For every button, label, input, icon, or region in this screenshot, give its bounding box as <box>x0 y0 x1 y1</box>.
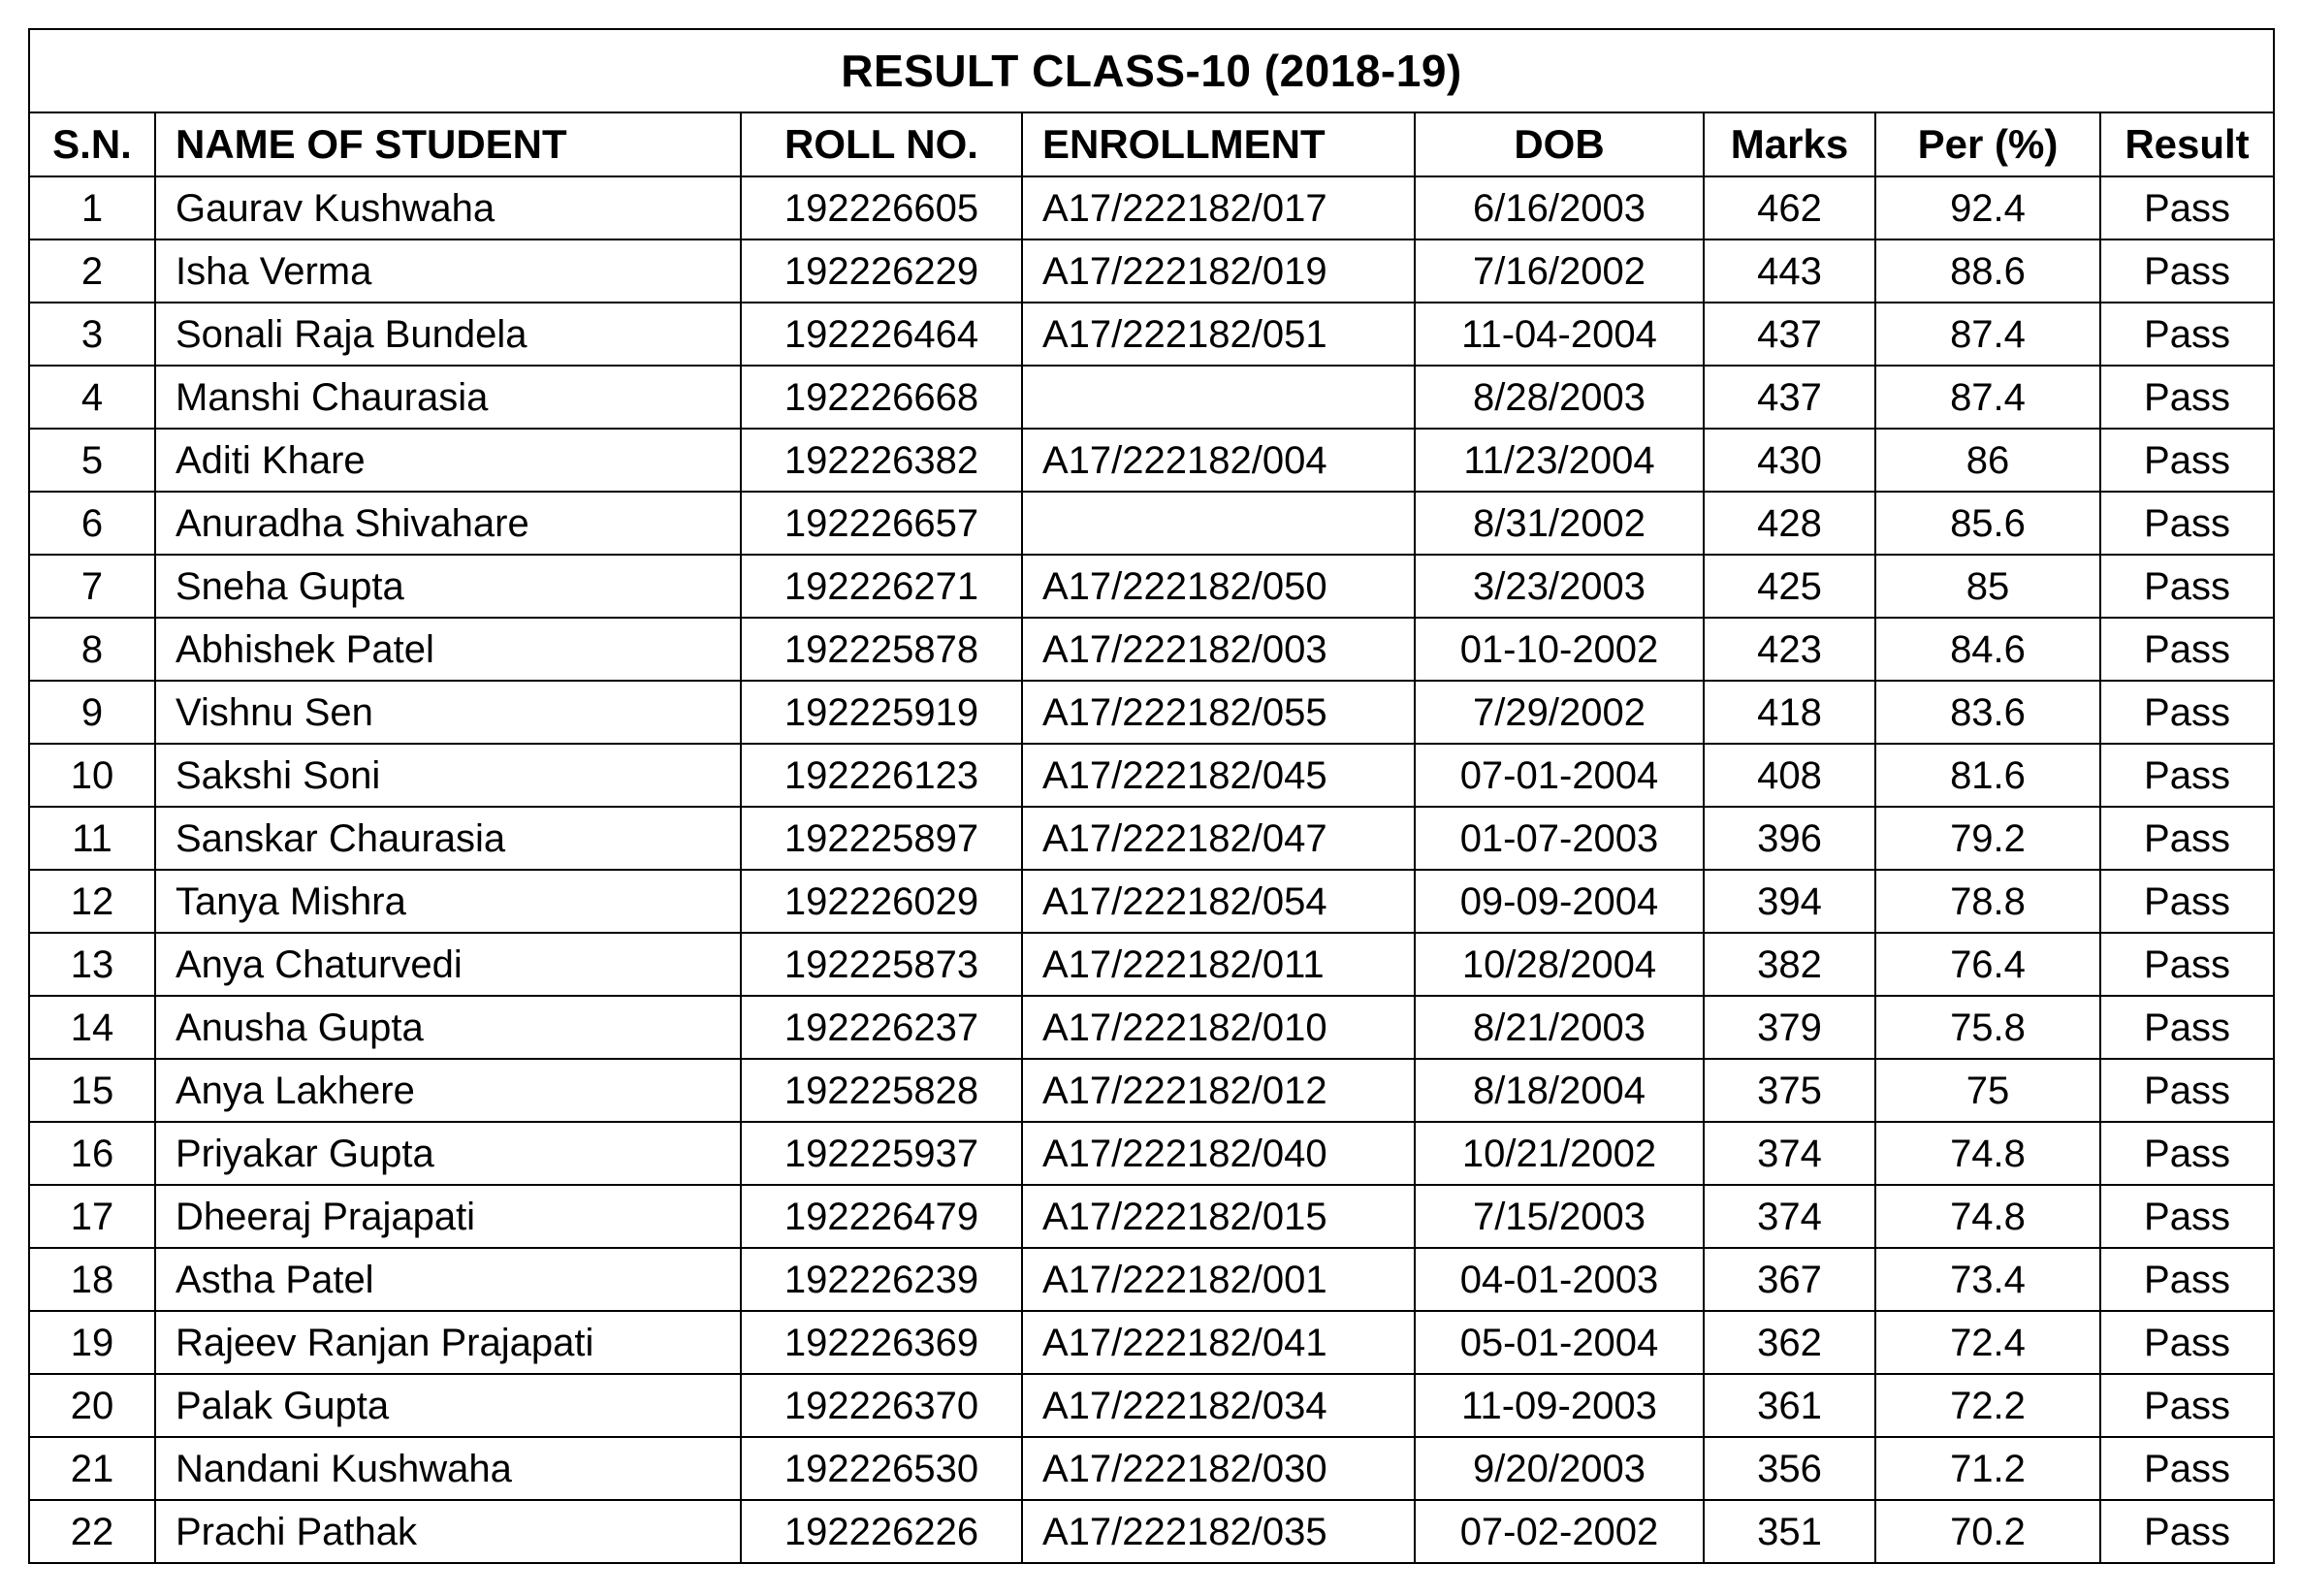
cell-enrollment: A17/222182/050 <box>1022 555 1415 618</box>
cell-marks: 437 <box>1704 366 1875 429</box>
cell-percentage: 73.4 <box>1875 1248 2100 1311</box>
cell-roll-no: 192226464 <box>741 303 1022 366</box>
cell-enrollment: A17/222182/030 <box>1022 1437 1415 1500</box>
cell-enrollment: A17/222182/011 <box>1022 933 1415 996</box>
cell-sn: 17 <box>29 1185 155 1248</box>
cell-sn: 1 <box>29 176 155 239</box>
cell-dob: 01-07-2003 <box>1415 807 1704 870</box>
cell-marks: 374 <box>1704 1185 1875 1248</box>
table-row <box>29 1059 2274 1122</box>
cell-roll-no: 192226370 <box>741 1374 1022 1437</box>
cell-dob: 6/16/2003 <box>1415 176 1704 239</box>
cell-result: Pass <box>2100 1500 2274 1563</box>
cell-sn: 12 <box>29 870 155 933</box>
cell-marks: 425 <box>1704 555 1875 618</box>
cell-dob: 09-09-2004 <box>1415 870 1704 933</box>
cell-result: Pass <box>2100 366 2274 429</box>
cell-roll-no: 192226605 <box>741 176 1022 239</box>
cell-enrollment: A17/222182/015 <box>1022 1185 1415 1248</box>
cell-dob: 11-09-2003 <box>1415 1374 1704 1437</box>
cell-student-name: Sneha Gupta <box>155 555 741 618</box>
table-row <box>29 1185 2274 1248</box>
cell-result: Pass <box>2100 555 2274 618</box>
cell-percentage: 83.6 <box>1875 681 2100 744</box>
cell-percentage: 85 <box>1875 555 2100 618</box>
cell-result: Pass <box>2100 933 2274 996</box>
cell-student-name: Rajeev Ranjan Prajapati <box>155 1311 741 1374</box>
table-row <box>29 996 2274 1059</box>
cell-dob: 10/28/2004 <box>1415 933 1704 996</box>
cell-student-name: Dheeraj Prajapati <box>155 1185 741 1248</box>
cell-dob: 11-04-2004 <box>1415 303 1704 366</box>
cell-student-name: Anusha Gupta <box>155 996 741 1059</box>
table-row <box>29 807 2274 870</box>
cell-sn: 19 <box>29 1311 155 1374</box>
cell-roll-no: 192225873 <box>741 933 1022 996</box>
cell-marks: 408 <box>1704 744 1875 807</box>
cell-dob: 8/21/2003 <box>1415 996 1704 1059</box>
cell-percentage: 74.8 <box>1875 1122 2100 1185</box>
header-marks: Marks <box>1704 112 1875 176</box>
cell-percentage: 87.4 <box>1875 366 2100 429</box>
table-row <box>29 870 2274 933</box>
cell-result: Pass <box>2100 1059 2274 1122</box>
table-row <box>29 303 2274 366</box>
page-title: RESULT CLASS-10 (2018-19) <box>29 29 2274 112</box>
cell-result: Pass <box>2100 492 2274 555</box>
cell-dob: 7/29/2002 <box>1415 681 1704 744</box>
cell-sn: 14 <box>29 996 155 1059</box>
cell-percentage: 88.6 <box>1875 239 2100 303</box>
cell-roll-no: 192225897 <box>741 807 1022 870</box>
result-table <box>28 28 2275 1564</box>
cell-result: Pass <box>2100 870 2274 933</box>
cell-roll-no: 192225878 <box>741 618 1022 681</box>
table-row <box>29 492 2274 555</box>
cell-result: Pass <box>2100 681 2274 744</box>
table-row <box>29 933 2274 996</box>
cell-sn: 13 <box>29 933 155 996</box>
table-body <box>29 176 2274 1563</box>
cell-sn: 18 <box>29 1248 155 1311</box>
cell-result: Pass <box>2100 618 2274 681</box>
cell-result: Pass <box>2100 176 2274 239</box>
cell-enrollment: A17/222182/001 <box>1022 1248 1415 1311</box>
table-row <box>29 429 2274 492</box>
cell-enrollment: A17/222182/003 <box>1022 618 1415 681</box>
cell-percentage: 84.6 <box>1875 618 2100 681</box>
cell-sn: 15 <box>29 1059 155 1122</box>
cell-roll-no: 192226029 <box>741 870 1022 933</box>
cell-marks: 443 <box>1704 239 1875 303</box>
cell-sn: 5 <box>29 429 155 492</box>
cell-marks: 375 <box>1704 1059 1875 1122</box>
cell-marks: 379 <box>1704 996 1875 1059</box>
cell-student-name: Sanskar Chaurasia <box>155 807 741 870</box>
cell-roll-no: 192226237 <box>741 996 1022 1059</box>
cell-result: Pass <box>2100 1185 2274 1248</box>
cell-result: Pass <box>2100 1248 2274 1311</box>
cell-dob: 07-02-2002 <box>1415 1500 1704 1563</box>
cell-enrollment: A17/222182/040 <box>1022 1122 1415 1185</box>
cell-marks: 396 <box>1704 807 1875 870</box>
cell-roll-no: 192225919 <box>741 681 1022 744</box>
cell-enrollment: A17/222182/055 <box>1022 681 1415 744</box>
cell-dob: 7/16/2002 <box>1415 239 1704 303</box>
cell-sn: 11 <box>29 807 155 870</box>
cell-roll-no: 192225937 <box>741 1122 1022 1185</box>
table-row <box>29 1122 2274 1185</box>
cell-dob: 8/31/2002 <box>1415 492 1704 555</box>
cell-percentage: 75.8 <box>1875 996 2100 1059</box>
cell-enrollment: A17/222182/051 <box>1022 303 1415 366</box>
table-row <box>29 1374 2274 1437</box>
table-row <box>29 1500 2274 1563</box>
cell-result: Pass <box>2100 996 2274 1059</box>
cell-marks: 437 <box>1704 303 1875 366</box>
table-row <box>29 1248 2274 1311</box>
cell-roll-no: 192226479 <box>741 1185 1022 1248</box>
cell-student-name: Abhishek Patel <box>155 618 741 681</box>
cell-enrollment: A17/222182/019 <box>1022 239 1415 303</box>
cell-percentage: 76.4 <box>1875 933 2100 996</box>
title-row <box>29 29 2274 112</box>
cell-sn: 20 <box>29 1374 155 1437</box>
cell-roll-no: 192226382 <box>741 429 1022 492</box>
cell-student-name: Priyakar Gupta <box>155 1122 741 1185</box>
cell-sn: 16 <box>29 1122 155 1185</box>
cell-enrollment <box>1022 366 1415 429</box>
table-row <box>29 1311 2274 1374</box>
cell-student-name: Prachi Pathak <box>155 1500 741 1563</box>
cell-enrollment: A17/222182/041 <box>1022 1311 1415 1374</box>
cell-result: Pass <box>2100 1374 2274 1437</box>
cell-sn: 10 <box>29 744 155 807</box>
table-row <box>29 1437 2274 1500</box>
cell-sn: 2 <box>29 239 155 303</box>
cell-percentage: 79.2 <box>1875 807 2100 870</box>
cell-student-name: Anya Chaturvedi <box>155 933 741 996</box>
cell-roll-no: 192226239 <box>741 1248 1022 1311</box>
cell-roll-no: 192226668 <box>741 366 1022 429</box>
table-row <box>29 744 2274 807</box>
cell-student-name: Nandani Kushwaha <box>155 1437 741 1500</box>
cell-enrollment: A17/222182/012 <box>1022 1059 1415 1122</box>
cell-dob: 3/23/2003 <box>1415 555 1704 618</box>
cell-percentage: 75 <box>1875 1059 2100 1122</box>
cell-result: Pass <box>2100 429 2274 492</box>
cell-sn: 22 <box>29 1500 155 1563</box>
cell-roll-no: 192226226 <box>741 1500 1022 1563</box>
cell-marks: 351 <box>1704 1500 1875 1563</box>
cell-enrollment: A17/222182/034 <box>1022 1374 1415 1437</box>
cell-student-name: Sonali Raja Bundela <box>155 303 741 366</box>
cell-student-name: Sakshi Soni <box>155 744 741 807</box>
cell-enrollment: A17/222182/010 <box>1022 996 1415 1059</box>
cell-dob: 07-01-2004 <box>1415 744 1704 807</box>
cell-percentage: 71.2 <box>1875 1437 2100 1500</box>
cell-percentage: 78.8 <box>1875 870 2100 933</box>
table-row <box>29 176 2274 239</box>
cell-enrollment: A17/222182/045 <box>1022 744 1415 807</box>
cell-percentage: 72.4 <box>1875 1311 2100 1374</box>
cell-roll-no: 192226369 <box>741 1311 1022 1374</box>
cell-enrollment: A17/222182/035 <box>1022 1500 1415 1563</box>
cell-marks: 423 <box>1704 618 1875 681</box>
cell-percentage: 85.6 <box>1875 492 2100 555</box>
cell-marks: 356 <box>1704 1437 1875 1500</box>
cell-sn: 8 <box>29 618 155 681</box>
cell-marks: 367 <box>1704 1248 1875 1311</box>
cell-marks: 394 <box>1704 870 1875 933</box>
header-dob: DOB <box>1415 112 1704 176</box>
cell-dob: 10/21/2002 <box>1415 1122 1704 1185</box>
cell-roll-no: 192226271 <box>741 555 1022 618</box>
cell-enrollment: A17/222182/047 <box>1022 807 1415 870</box>
table-row <box>29 681 2274 744</box>
cell-sn: 9 <box>29 681 155 744</box>
cell-dob: 8/18/2004 <box>1415 1059 1704 1122</box>
cell-marks: 428 <box>1704 492 1875 555</box>
cell-percentage: 92.4 <box>1875 176 2100 239</box>
header-enrollment: ENROLLMENT <box>1022 112 1415 176</box>
cell-result: Pass <box>2100 303 2274 366</box>
cell-enrollment: A17/222182/054 <box>1022 870 1415 933</box>
cell-dob: 01-10-2002 <box>1415 618 1704 681</box>
cell-dob: 05-01-2004 <box>1415 1311 1704 1374</box>
cell-student-name: Anuradha Shivahare <box>155 492 741 555</box>
cell-percentage: 86 <box>1875 429 2100 492</box>
cell-student-name: Tanya Mishra <box>155 870 741 933</box>
table-row <box>29 239 2274 303</box>
cell-roll-no: 192226229 <box>741 239 1022 303</box>
cell-student-name: Anya Lakhere <box>155 1059 741 1122</box>
cell-result: Pass <box>2100 1122 2274 1185</box>
cell-percentage: 70.2 <box>1875 1500 2100 1563</box>
cell-student-name: Isha Verma <box>155 239 741 303</box>
header-row <box>29 112 2274 176</box>
cell-sn: 21 <box>29 1437 155 1500</box>
cell-percentage: 81.6 <box>1875 744 2100 807</box>
cell-result: Pass <box>2100 807 2274 870</box>
cell-dob: 11/23/2004 <box>1415 429 1704 492</box>
cell-dob: 04-01-2003 <box>1415 1248 1704 1311</box>
cell-result: Pass <box>2100 744 2274 807</box>
cell-marks: 362 <box>1704 1311 1875 1374</box>
header-sn: S.N. <box>29 112 155 176</box>
cell-student-name: Palak Gupta <box>155 1374 741 1437</box>
header-roll: ROLL NO. <box>741 112 1022 176</box>
table-row <box>29 618 2274 681</box>
cell-roll-no: 192226530 <box>741 1437 1022 1500</box>
cell-marks: 374 <box>1704 1122 1875 1185</box>
cell-marks: 418 <box>1704 681 1875 744</box>
cell-percentage: 72.2 <box>1875 1374 2100 1437</box>
cell-roll-no: 192226123 <box>741 744 1022 807</box>
table-row <box>29 366 2274 429</box>
cell-result: Pass <box>2100 1311 2274 1374</box>
cell-result: Pass <box>2100 239 2274 303</box>
cell-student-name: Vishnu Sen <box>155 681 741 744</box>
cell-roll-no: 192225828 <box>741 1059 1022 1122</box>
cell-sn: 4 <box>29 366 155 429</box>
cell-marks: 382 <box>1704 933 1875 996</box>
cell-sn: 3 <box>29 303 155 366</box>
cell-student-name: Astha Patel <box>155 1248 741 1311</box>
cell-marks: 462 <box>1704 176 1875 239</box>
header-name: NAME OF STUDENT <box>155 112 741 176</box>
header-per: Per (%) <box>1875 112 2100 176</box>
cell-student-name: Aditi Khare <box>155 429 741 492</box>
cell-enrollment: A17/222182/004 <box>1022 429 1415 492</box>
cell-sn: 7 <box>29 555 155 618</box>
cell-marks: 361 <box>1704 1374 1875 1437</box>
cell-percentage: 74.8 <box>1875 1185 2100 1248</box>
cell-enrollment <box>1022 492 1415 555</box>
header-result: Result <box>2100 112 2274 176</box>
cell-percentage: 87.4 <box>1875 303 2100 366</box>
cell-dob: 9/20/2003 <box>1415 1437 1704 1500</box>
table-row <box>29 555 2274 618</box>
cell-marks: 430 <box>1704 429 1875 492</box>
cell-result: Pass <box>2100 1437 2274 1500</box>
cell-dob: 8/28/2003 <box>1415 366 1704 429</box>
cell-student-name: Gaurav Kushwaha <box>155 176 741 239</box>
cell-roll-no: 192226657 <box>741 492 1022 555</box>
cell-enrollment: A17/222182/017 <box>1022 176 1415 239</box>
cell-student-name: Manshi Chaurasia <box>155 366 741 429</box>
cell-dob: 7/15/2003 <box>1415 1185 1704 1248</box>
cell-sn: 6 <box>29 492 155 555</box>
